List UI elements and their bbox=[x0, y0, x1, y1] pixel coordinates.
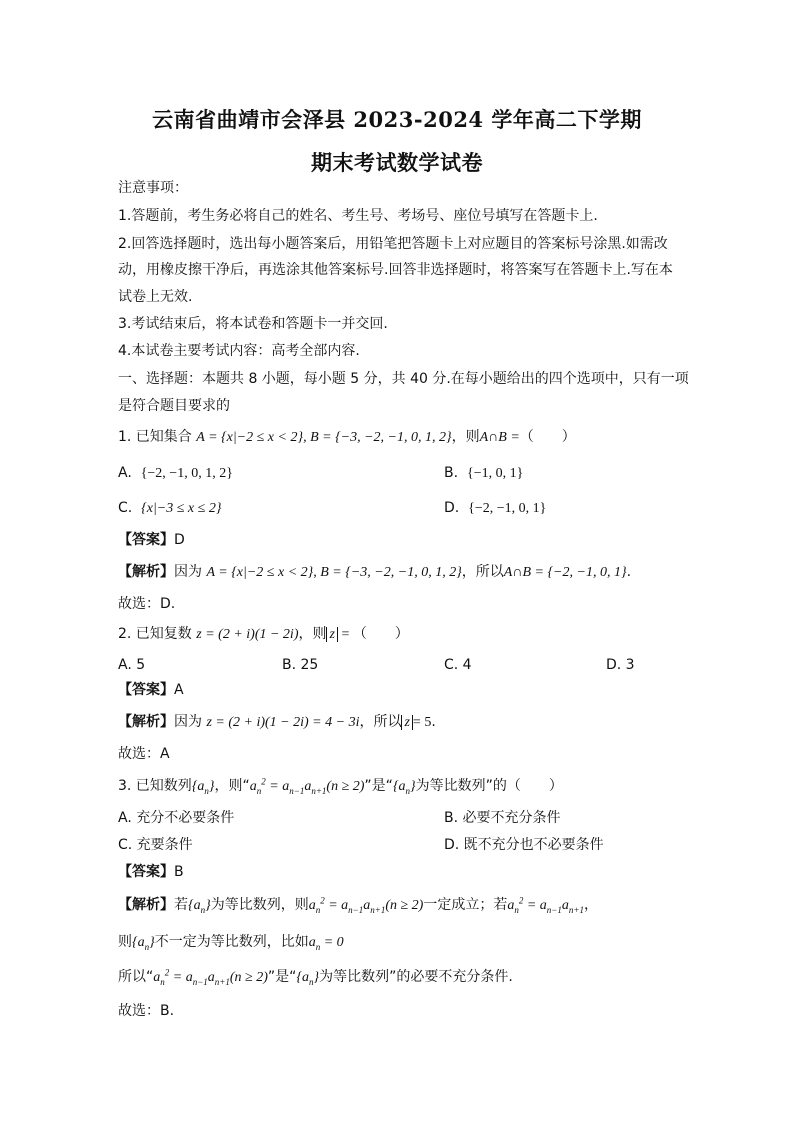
q3-seq-an: $\{a_n\}$ bbox=[191, 779, 215, 796]
q1-option-b-text: {−1, 0, 1} bbox=[466, 466, 524, 481]
q1-analysis-tag: 【解析】 bbox=[118, 564, 174, 580]
q1-option-d-text: {−2, −1, 0, 1} bbox=[468, 501, 547, 516]
q2-analysis-abs-z: z bbox=[401, 715, 412, 730]
q1-option-a-label: A. bbox=[118, 465, 132, 481]
q3-stem-pre: 3. 已知数列 bbox=[118, 778, 192, 794]
q3-analysis-line1 bbox=[118, 895, 598, 916]
q3-analysis-line3 bbox=[118, 967, 513, 988]
notes-heading: 注意事项： bbox=[118, 180, 188, 196]
q1-option-b-label: B. bbox=[444, 465, 459, 481]
q1-option-c bbox=[118, 498, 221, 519]
note-3: 3.考试结束后，将本试卷和答题卡一并交回. bbox=[118, 316, 388, 332]
q2-stem bbox=[118, 624, 409, 645]
note-2-line2: 动，用橡皮擦干净后，再选涂其他答案标号.回答非选择题时，将答案写在答题卡上.写在本 bbox=[118, 262, 673, 278]
section-heading-line1: 一、选择题：本题共 8 小题，每小题 5 分，共 40 分.在每小题给出的四个选项中，只有一项 bbox=[118, 371, 689, 387]
q2-stem-math: z = (2 + i)(1 − 2i) bbox=[196, 627, 299, 642]
q3-a2-mid: 不一定为等比数列，比如 bbox=[154, 934, 309, 950]
exam-title-line2: 期末考试数学试卷 bbox=[311, 150, 483, 175]
q3-option-b: B. 必要不充分条件 bbox=[444, 810, 561, 826]
q3-seq-an-2: $\{a_n\}$ bbox=[392, 779, 416, 796]
q2-analysis-math: z = (2 + i)(1 − 2i) = 4 − 3i bbox=[206, 715, 360, 730]
q3-option-d: D. 既不充分也不必要条件 bbox=[444, 837, 604, 853]
q3-answer-tag: 【答案】 bbox=[118, 864, 174, 880]
q1-stem-end: （ ） bbox=[519, 429, 576, 445]
q3-conclusion: 故选：B. bbox=[118, 1003, 175, 1019]
q2-stem-equals: = bbox=[337, 627, 353, 642]
q3-stem bbox=[118, 776, 563, 797]
q2-answer bbox=[118, 680, 184, 700]
note-2-line3: 试卷上无效. bbox=[118, 289, 193, 305]
q3-recurrence: $a_n^2 = a_{n-1}a_{n+1}(n \ge 2)$ bbox=[249, 776, 365, 796]
q1-analysis-mid: ，所以 bbox=[461, 564, 504, 580]
q2-analysis-tag: 【解析】 bbox=[118, 714, 174, 730]
q3-analysis-tag: 【解析】 bbox=[118, 897, 174, 913]
q1-option-c-label: C. bbox=[118, 500, 133, 516]
q3-stem-mid: ，则“ bbox=[214, 778, 250, 794]
q2-option-d: D. 3 bbox=[606, 657, 635, 673]
q1-stem-mid: ，则 bbox=[451, 429, 480, 445]
q3-a2-pre: 则 bbox=[118, 934, 132, 950]
q2-answer-tag: 【答案】 bbox=[118, 682, 174, 698]
q1-stem-pre: 1. 已知集合 bbox=[118, 429, 192, 445]
q3-a3-recurrence: $a_n^2 = a_{n-1}a_{n+1}(n \ge 2)$ bbox=[153, 967, 268, 987]
q1-analysis-math: A = {x|−2 ≤ x < 2}, B = {−3, −2, −1, 0, 1, 2} bbox=[206, 565, 462, 580]
q3-a1-pre: 若 bbox=[174, 897, 188, 913]
q2-analysis-end: . bbox=[431, 714, 436, 730]
q3-a1-mid2: 一定成立；若 bbox=[423, 897, 508, 913]
exam-title-line1: 云南省曲靖市会泽县 2023-2024 学年高二下学期 bbox=[152, 107, 642, 132]
q3-a3-mid: ”是“ bbox=[267, 969, 297, 985]
q2-analysis-value: = 5 bbox=[412, 715, 432, 730]
q2-conclusion: 故选：A bbox=[118, 746, 170, 762]
q1-option-a-text: {−2, −1, 0, 1, 2} bbox=[140, 466, 233, 481]
q2-stem-mid: ，则 bbox=[298, 626, 327, 642]
q1-option-a bbox=[118, 463, 233, 484]
q1-option-d bbox=[444, 498, 546, 519]
q3-a3-pre: 所以“ bbox=[118, 969, 154, 985]
q1-answer-tag: 【答案】 bbox=[118, 532, 174, 548]
q1-analysis-pre: 因为 bbox=[174, 564, 202, 580]
q3-answer bbox=[118, 862, 184, 882]
q1-analysis-end: . bbox=[626, 564, 632, 580]
q3-stem-mid3: 为等比数列”的（ ） bbox=[415, 778, 563, 794]
note-4: 4.本试卷主要考试内容：高考全部内容. bbox=[118, 343, 360, 359]
q3-a1-mid: 为等比数列，则 bbox=[210, 897, 309, 913]
q1-option-b bbox=[444, 463, 523, 484]
q3-a1-seq: $\{a_n\}$ bbox=[188, 898, 211, 915]
q1-stem-math: A = {x|−2 ≤ x < 2}, B = {−3, −2, −1, 0, 1, 2} bbox=[196, 430, 452, 445]
q3-a3-seq: $\{a_n\}$ bbox=[296, 970, 320, 987]
q2-answer-value: A bbox=[174, 682, 184, 698]
q3-option-a: A. 充分不必要条件 bbox=[118, 810, 235, 826]
q2-option-c: C. 4 bbox=[444, 657, 472, 673]
q2-analysis-pre: 因为 bbox=[174, 714, 202, 730]
note-1: 1.答题前，考生务必将自己的姓名、考生号、考场号、座位号填写在答题卡上. bbox=[118, 208, 598, 224]
q1-conclusion: 故选：D. bbox=[118, 596, 176, 612]
q1-answer bbox=[118, 530, 185, 550]
q3-analysis-line2 bbox=[118, 932, 344, 953]
q3-a1-end: ， bbox=[583, 897, 598, 913]
q1-analysis-math2: A∩B = {−2, −1, 0, 1} bbox=[503, 565, 627, 580]
q2-option-a: A. 5 bbox=[118, 657, 146, 673]
q3-a2-seq: $\{a_n\}$ bbox=[132, 935, 155, 952]
q1-option-d-label: D. bbox=[444, 500, 460, 516]
note-2-line1: 2.回答选择题时，选出每小题答案后，用铅笔把答题卡上对应题目的答案标号涂黑.如需改 bbox=[118, 236, 668, 252]
q2-analysis bbox=[118, 712, 436, 733]
q1-option-c-text: {x|−3 ≤ x ≤ 2} bbox=[141, 501, 222, 516]
q2-option-b: B. 25 bbox=[282, 657, 319, 673]
q2-stem-abs-z: z bbox=[326, 627, 337, 642]
q3-stem-mid2: ”是“ bbox=[364, 778, 393, 794]
q1-stem bbox=[118, 427, 576, 448]
q3-a1-recurrence-2: $a_n^2 = a_{n-1}a_{n+1}$ bbox=[507, 895, 584, 915]
q3-a1-recurrence: $a_n^2 = a_{n-1}a_{n+1}(n \ge 2)$ bbox=[308, 895, 424, 915]
q3-a2-example: $a_n = 0$ bbox=[308, 935, 344, 952]
q2-analysis-mid: ，所以 bbox=[359, 714, 402, 730]
section-heading-line2: 是符合题目要求的 bbox=[118, 398, 230, 414]
q3-answer-value: B bbox=[174, 864, 184, 880]
q2-stem-end: （ ） bbox=[352, 626, 409, 642]
q1-answer-value: D bbox=[174, 532, 185, 548]
q3-a3-end: 为等比数列”的必要不充分条件. bbox=[319, 969, 513, 985]
q1-analysis bbox=[118, 562, 631, 583]
q3-option-c: C. 充要条件 bbox=[118, 837, 193, 853]
q1-stem-math2: A∩B = bbox=[479, 430, 520, 445]
q2-stem-pre: 2. 已知复数 bbox=[118, 626, 192, 642]
